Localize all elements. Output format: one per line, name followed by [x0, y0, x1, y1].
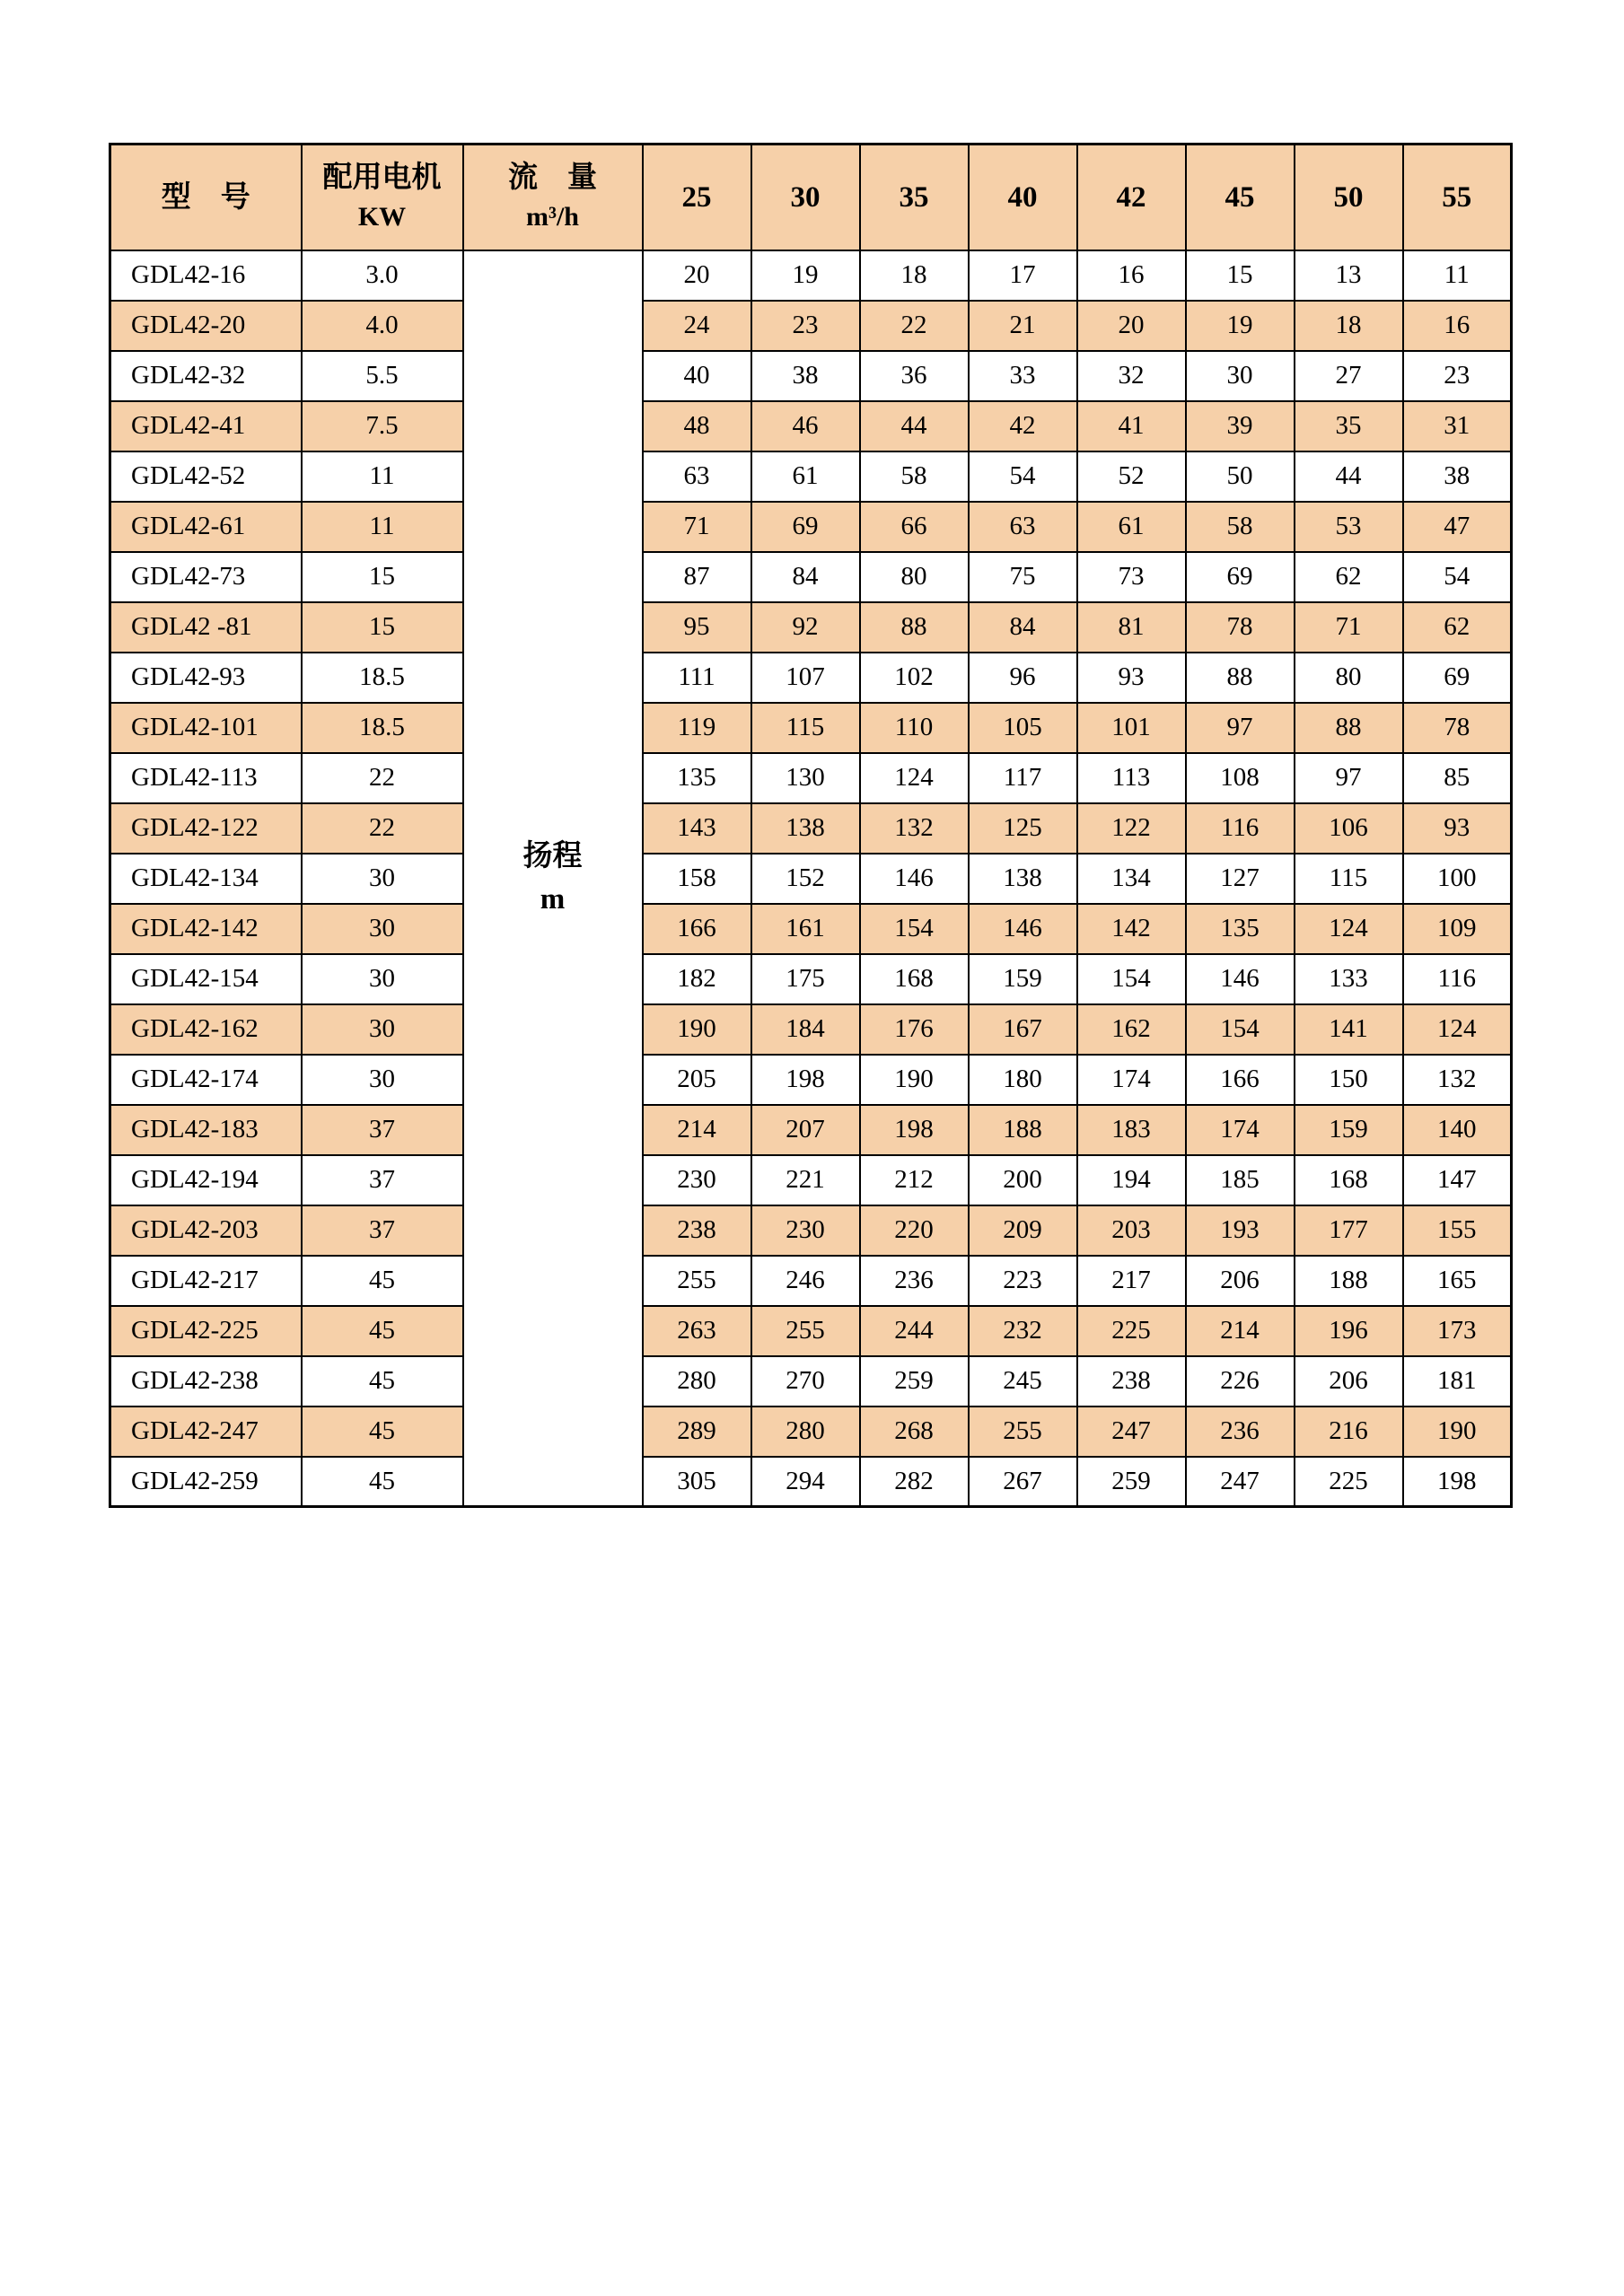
head-value-cell: 305	[643, 1457, 751, 1507]
head-value-cell: 92	[751, 602, 860, 653]
head-value-cell: 17	[969, 250, 1077, 301]
motor-kw-cell: 45	[302, 1407, 463, 1457]
head-value-cell: 247	[1186, 1457, 1295, 1507]
head-value-cell: 212	[860, 1155, 969, 1205]
model-cell: GDL42-20	[110, 301, 302, 351]
head-value-cell: 138	[751, 803, 860, 854]
head-value-cell: 181	[1403, 1356, 1512, 1407]
head-value-cell: 226	[1186, 1356, 1295, 1407]
head-value-cell: 39	[1186, 401, 1295, 451]
model-cell: GDL42-203	[110, 1205, 302, 1256]
head-value-cell: 150	[1295, 1055, 1403, 1105]
head-value-cell: 140	[1403, 1105, 1512, 1155]
head-value-cell: 147	[1403, 1155, 1512, 1205]
table-row	[110, 502, 1512, 552]
head-value-cell: 78	[1403, 703, 1512, 753]
head-value-cell: 166	[1186, 1055, 1295, 1105]
model-cell: GDL42-259	[110, 1457, 302, 1507]
model-cell: GDL42-247	[110, 1407, 302, 1457]
head-value-cell: 20	[1077, 301, 1186, 351]
head-value-cell: 38	[751, 351, 860, 401]
head-value-cell: 184	[751, 1004, 860, 1055]
head-value-cell: 101	[1077, 703, 1186, 753]
head-value-cell: 63	[643, 451, 751, 502]
header-flow-value: 55	[1403, 145, 1512, 250]
head-value-cell: 111	[643, 653, 751, 703]
head-value-cell: 282	[860, 1457, 969, 1507]
head-value-cell: 143	[643, 803, 751, 854]
head-value-cell: 146	[1186, 954, 1295, 1004]
head-value-cell: 280	[643, 1356, 751, 1407]
head-value-cell: 127	[1186, 854, 1295, 904]
head-value-cell: 42	[969, 401, 1077, 451]
head-value-cell: 259	[860, 1356, 969, 1407]
header-model	[110, 145, 302, 250]
motor-kw-cell: 30	[302, 904, 463, 954]
head-value-cell: 107	[751, 653, 860, 703]
head-value-cell: 21	[969, 301, 1077, 351]
motor-kw-cell: 7.5	[302, 401, 463, 451]
head-value-cell: 18	[1295, 301, 1403, 351]
head-value-cell: 95	[643, 602, 751, 653]
motor-kw-cell: 11	[302, 502, 463, 552]
model-cell: GDL42 -81	[110, 602, 302, 653]
header-flow-label: 流 量	[508, 161, 597, 194]
motor-kw-cell: 22	[302, 753, 463, 803]
head-value-cell: 232	[969, 1306, 1077, 1356]
model-cell: GDL42-225	[110, 1306, 302, 1356]
head-value-cell: 146	[860, 854, 969, 904]
head-value-cell: 71	[643, 502, 751, 552]
head-value-cell: 206	[1186, 1256, 1295, 1306]
head-value-cell: 88	[1295, 703, 1403, 753]
head-value-cell: 132	[860, 803, 969, 854]
model-cell: GDL42-93	[110, 653, 302, 703]
model-cell: GDL42-61	[110, 502, 302, 552]
head-value-cell: 97	[1295, 753, 1403, 803]
head-value-cell: 33	[969, 351, 1077, 401]
table-row	[110, 753, 1512, 803]
head-value-cell: 236	[860, 1256, 969, 1306]
head-value-cell: 200	[969, 1155, 1077, 1205]
header-flow-value: 35	[860, 145, 969, 250]
motor-kw-cell: 30	[302, 954, 463, 1004]
motor-kw-cell: 45	[302, 1256, 463, 1306]
head-value-cell: 238	[1077, 1356, 1186, 1407]
head-value-cell: 54	[1403, 552, 1512, 602]
head-value-cell: 115	[751, 703, 860, 753]
head-value-cell: 19	[1186, 301, 1295, 351]
motor-kw-cell: 18.5	[302, 653, 463, 703]
motor-kw-cell: 45	[302, 1306, 463, 1356]
table-row	[110, 351, 1512, 401]
head-value-cell: 18	[860, 250, 969, 301]
motor-kw-cell: 18.5	[302, 703, 463, 753]
head-value-cell: 255	[751, 1306, 860, 1356]
head-value-cell: 23	[1403, 351, 1512, 401]
table-row	[110, 653, 1512, 703]
head-value-cell: 165	[1403, 1256, 1512, 1306]
head-value-cell: 190	[1403, 1407, 1512, 1457]
head-value-cell: 198	[1403, 1457, 1512, 1507]
motor-kw-cell: 30	[302, 854, 463, 904]
head-value-cell: 183	[1077, 1105, 1186, 1155]
head-value-cell: 87	[643, 552, 751, 602]
head-value-cell: 93	[1077, 653, 1186, 703]
model-cell: GDL42-194	[110, 1155, 302, 1205]
head-value-cell: 236	[1186, 1407, 1295, 1457]
motor-kw-cell: 30	[302, 1055, 463, 1105]
head-value-cell: 161	[751, 904, 860, 954]
head-value-cell: 106	[1295, 803, 1403, 854]
table-row	[110, 250, 1512, 301]
motor-kw-cell: 30	[302, 1004, 463, 1055]
head-value-cell: 62	[1295, 552, 1403, 602]
head-value-cell: 20	[643, 250, 751, 301]
model-cell: GDL42-73	[110, 552, 302, 602]
head-value-cell: 102	[860, 653, 969, 703]
pump-spec-table	[109, 143, 1513, 1508]
head-value-cell: 209	[969, 1205, 1077, 1256]
motor-kw-cell: 22	[302, 803, 463, 854]
head-value-cell: 168	[860, 954, 969, 1004]
head-value-cell: 289	[643, 1407, 751, 1457]
head-value-cell: 173	[1403, 1306, 1512, 1356]
head-value-cell: 146	[969, 904, 1077, 954]
head-value-cell: 58	[1186, 502, 1295, 552]
head-value-cell: 40	[643, 351, 751, 401]
head-value-cell: 58	[860, 451, 969, 502]
head-value-cell: 69	[751, 502, 860, 552]
head-value-cell: 198	[751, 1055, 860, 1105]
head-value-cell: 41	[1077, 401, 1186, 451]
head-value-cell: 125	[969, 803, 1077, 854]
head-value-cell: 124	[1295, 904, 1403, 954]
head-value-cell: 38	[1403, 451, 1512, 502]
header-flow-value: 45	[1186, 145, 1295, 250]
head-value-cell: 116	[1186, 803, 1295, 854]
model-cell: GDL42-154	[110, 954, 302, 1004]
head-value-cell: 142	[1077, 904, 1186, 954]
head-value-cell: 15	[1186, 250, 1295, 301]
head-value-cell: 152	[751, 854, 860, 904]
head-value-cell: 225	[1295, 1457, 1403, 1507]
head-value-cell: 214	[643, 1105, 751, 1155]
header-model-label: 型 号	[161, 180, 250, 214]
head-value-cell: 71	[1295, 602, 1403, 653]
head-value-cell: 138	[969, 854, 1077, 904]
head-value-cell: 109	[1403, 904, 1512, 954]
table-row	[110, 451, 1512, 502]
head-label: 扬程	[522, 840, 583, 873]
table-row	[110, 301, 1512, 351]
table-row	[110, 1205, 1512, 1256]
head-value-cell: 62	[1403, 602, 1512, 653]
motor-kw-cell: 15	[302, 552, 463, 602]
head-value-cell: 44	[860, 401, 969, 451]
head-value-cell: 198	[860, 1105, 969, 1155]
table-row	[110, 602, 1512, 653]
head-value-cell: 188	[1295, 1256, 1403, 1306]
head-value-cell: 35	[1295, 401, 1403, 451]
head-value-cell: 81	[1077, 602, 1186, 653]
header-motor-unit: KW	[357, 201, 407, 232]
head-value-cell: 66	[860, 502, 969, 552]
head-value-cell: 168	[1295, 1155, 1403, 1205]
head-value-cell: 23	[751, 301, 860, 351]
head-value-cell: 158	[643, 854, 751, 904]
head-value-cell: 124	[1403, 1004, 1512, 1055]
head-value-cell: 22	[860, 301, 969, 351]
head-value-cell: 216	[1295, 1407, 1403, 1457]
table-row	[110, 703, 1512, 753]
model-cell: GDL42-174	[110, 1055, 302, 1105]
model-cell: GDL42-238	[110, 1356, 302, 1407]
head-value-cell: 247	[1077, 1407, 1186, 1457]
head-value-cell: 246	[751, 1256, 860, 1306]
head-value-cell: 167	[969, 1004, 1077, 1055]
table-row	[110, 954, 1512, 1004]
head-value-cell: 75	[969, 552, 1077, 602]
head-value-cell: 135	[1186, 904, 1295, 954]
header-flow-value: 40	[969, 145, 1077, 250]
model-cell: GDL42-113	[110, 753, 302, 803]
head-value-cell: 225	[1077, 1306, 1186, 1356]
head-value-cell: 132	[1403, 1055, 1512, 1105]
head-value-cell: 214	[1186, 1306, 1295, 1356]
head-value-cell: 193	[1186, 1205, 1295, 1256]
motor-kw-cell: 37	[302, 1205, 463, 1256]
motor-kw-cell: 5.5	[302, 351, 463, 401]
head-value-cell: 108	[1186, 753, 1295, 803]
head-value-cell: 245	[969, 1356, 1077, 1407]
model-cell: GDL42-41	[110, 401, 302, 451]
table-row	[110, 1004, 1512, 1055]
head-value-cell: 194	[1077, 1155, 1186, 1205]
head-value-cell: 78	[1186, 602, 1295, 653]
model-cell: GDL42-122	[110, 803, 302, 854]
head-value-cell: 116	[1403, 954, 1512, 1004]
table-body	[110, 250, 1512, 1507]
table-row	[110, 1356, 1512, 1407]
head-value-cell: 130	[751, 753, 860, 803]
head-value-cell: 134	[1077, 854, 1186, 904]
head-value-cell: 11	[1403, 250, 1512, 301]
model-cell: GDL42-162	[110, 1004, 302, 1055]
head-value-cell: 52	[1077, 451, 1186, 502]
head-value-cell: 217	[1077, 1256, 1186, 1306]
table-row	[110, 1407, 1512, 1457]
head-value-cell: 61	[751, 451, 860, 502]
head-value-cell: 174	[1077, 1055, 1186, 1105]
head-value-cell: 141	[1295, 1004, 1403, 1055]
head-value-cell: 16	[1403, 301, 1512, 351]
head-value-cell: 159	[969, 954, 1077, 1004]
model-cell: GDL42-134	[110, 854, 302, 904]
head-value-cell: 73	[1077, 552, 1186, 602]
motor-kw-cell: 3.0	[302, 250, 463, 301]
head-value-cell: 97	[1186, 703, 1295, 753]
model-cell: GDL42-16	[110, 250, 302, 301]
head-value-cell: 31	[1403, 401, 1512, 451]
head-value-cell: 267	[969, 1457, 1077, 1507]
table-row	[110, 1457, 1512, 1507]
head-value-cell: 36	[860, 351, 969, 401]
head-value-cell: 207	[751, 1105, 860, 1155]
head-value-cell: 44	[1295, 451, 1403, 502]
model-cell: GDL42-32	[110, 351, 302, 401]
head-value-cell: 176	[860, 1004, 969, 1055]
head-value-cell: 259	[1077, 1457, 1186, 1507]
table-row	[110, 854, 1512, 904]
head-value-cell: 88	[860, 602, 969, 653]
head-value-cell: 230	[751, 1205, 860, 1256]
head-value-cell: 185	[1186, 1155, 1295, 1205]
table-row	[110, 1105, 1512, 1155]
table-row	[110, 1256, 1512, 1306]
header-motor	[302, 145, 463, 250]
head-value-cell: 155	[1403, 1205, 1512, 1256]
motor-kw-cell: 45	[302, 1356, 463, 1407]
header-flow-unit: m³/h	[525, 201, 579, 232]
head-value-cell: 69	[1403, 653, 1512, 703]
head-value-cell: 24	[643, 301, 751, 351]
motor-kw-cell: 11	[302, 451, 463, 502]
model-cell: GDL42-217	[110, 1256, 302, 1306]
model-cell: GDL42-101	[110, 703, 302, 753]
head-value-cell: 230	[643, 1155, 751, 1205]
head-value-cell: 205	[643, 1055, 751, 1105]
model-cell: GDL42-142	[110, 904, 302, 954]
head-value-cell: 154	[860, 904, 969, 954]
motor-kw-cell: 15	[302, 602, 463, 653]
head-value-cell: 110	[860, 703, 969, 753]
header-flow-value: 50	[1295, 145, 1403, 250]
head-value-cell: 46	[751, 401, 860, 451]
table-row	[110, 1155, 1512, 1205]
table-row	[110, 552, 1512, 602]
head-value-cell: 188	[969, 1105, 1077, 1155]
head-value-cell: 13	[1295, 250, 1403, 301]
head-value-cell: 174	[1186, 1105, 1295, 1155]
head-value-cell: 268	[860, 1407, 969, 1457]
motor-kw-cell: 45	[302, 1457, 463, 1507]
table-row	[110, 1055, 1512, 1105]
table-row	[110, 803, 1512, 854]
table-row	[110, 1306, 1512, 1356]
head-value-cell: 122	[1077, 803, 1186, 854]
head-value-cell: 61	[1077, 502, 1186, 552]
header-row	[110, 145, 1512, 250]
head-value-cell: 96	[969, 653, 1077, 703]
head-value-cell: 19	[751, 250, 860, 301]
head-value-cell: 85	[1403, 753, 1512, 803]
head-value-cell: 190	[643, 1004, 751, 1055]
head-value-cell: 48	[643, 401, 751, 451]
header-motor-label: 配用电机	[322, 161, 442, 194]
head-unit-merged-cell	[463, 250, 643, 1507]
head-value-cell: 154	[1186, 1004, 1295, 1055]
table-row	[110, 401, 1512, 451]
head-value-cell: 133	[1295, 954, 1403, 1004]
head-value-cell: 50	[1186, 451, 1295, 502]
head-value-cell: 53	[1295, 502, 1403, 552]
motor-kw-cell: 37	[302, 1105, 463, 1155]
head-value-cell: 238	[643, 1205, 751, 1256]
head-value-cell: 124	[860, 753, 969, 803]
head-value-cell: 294	[751, 1457, 860, 1507]
head-value-cell: 280	[751, 1407, 860, 1457]
head-value-cell: 115	[1295, 854, 1403, 904]
head-value-cell: 80	[860, 552, 969, 602]
head-value-cell: 32	[1077, 351, 1186, 401]
head-value-cell: 84	[969, 602, 1077, 653]
head-value-cell: 220	[860, 1205, 969, 1256]
head-value-cell: 47	[1403, 502, 1512, 552]
head-value-cell: 54	[969, 451, 1077, 502]
head-value-cell: 16	[1077, 250, 1186, 301]
head-value-cell: 80	[1295, 653, 1403, 703]
head-value-cell: 113	[1077, 753, 1186, 803]
head-value-cell: 177	[1295, 1205, 1403, 1256]
motor-kw-cell: 37	[302, 1155, 463, 1205]
head-value-cell: 135	[643, 753, 751, 803]
head-value-cell: 223	[969, 1256, 1077, 1306]
head-value-cell: 190	[860, 1055, 969, 1105]
header-flow-value: 30	[751, 145, 860, 250]
head-value-cell: 27	[1295, 351, 1403, 401]
head-value-cell: 159	[1295, 1105, 1403, 1155]
head-value-cell: 88	[1186, 653, 1295, 703]
head-value-cell: 105	[969, 703, 1077, 753]
head-value-cell: 203	[1077, 1205, 1186, 1256]
head-value-cell: 182	[643, 954, 751, 1004]
head-value-cell: 221	[751, 1155, 860, 1205]
table-row	[110, 904, 1512, 954]
motor-kw-cell: 4.0	[302, 301, 463, 351]
header-flow-value: 25	[643, 145, 751, 250]
head-value-cell: 162	[1077, 1004, 1186, 1055]
head-value-cell: 244	[860, 1306, 969, 1356]
head-value-cell: 154	[1077, 954, 1186, 1004]
header-flow-value: 42	[1077, 145, 1186, 250]
head-value-cell: 255	[969, 1407, 1077, 1457]
head-value-cell: 117	[969, 753, 1077, 803]
header-flow	[463, 145, 643, 250]
head-value-cell: 119	[643, 703, 751, 753]
model-cell: GDL42-183	[110, 1105, 302, 1155]
head-value-cell: 30	[1186, 351, 1295, 401]
head-value-cell: 180	[969, 1055, 1077, 1105]
head-value-cell: 175	[751, 954, 860, 1004]
head-value-cell: 84	[751, 552, 860, 602]
head-value-cell: 255	[643, 1256, 751, 1306]
head-unit: m	[540, 883, 566, 916]
model-cell: GDL42-52	[110, 451, 302, 502]
head-value-cell: 263	[643, 1306, 751, 1356]
head-value-cell: 270	[751, 1356, 860, 1407]
head-value-cell: 69	[1186, 552, 1295, 602]
head-value-cell: 100	[1403, 854, 1512, 904]
head-value-cell: 166	[643, 904, 751, 954]
head-value-cell: 206	[1295, 1356, 1403, 1407]
head-value-cell: 93	[1403, 803, 1512, 854]
head-value-cell: 63	[969, 502, 1077, 552]
head-value-cell: 196	[1295, 1306, 1403, 1356]
